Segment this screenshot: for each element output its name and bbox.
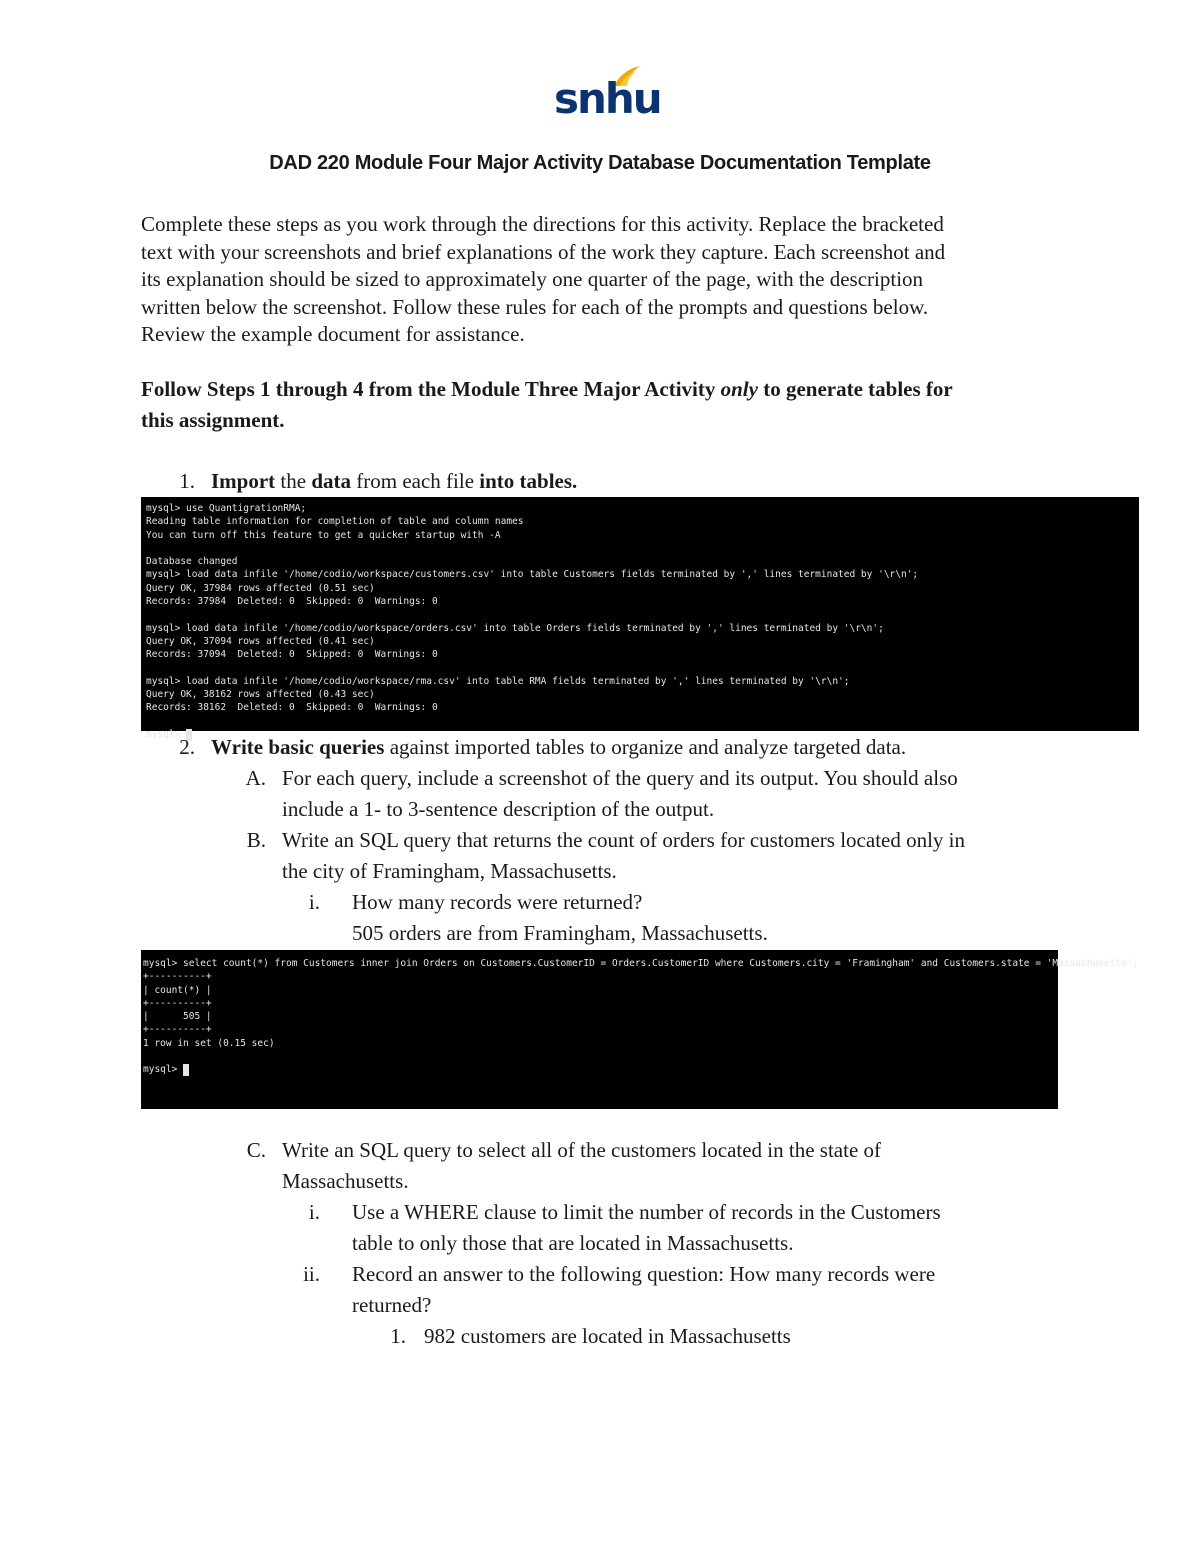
follow-text: this assignment. — [141, 408, 285, 432]
terminal-line: Query OK, 37984 rows affected (0.51 sec) — [146, 582, 375, 594]
item-b-text: Write an SQL query that returns the count of orders for customers located only in — [282, 828, 966, 852]
terminal-screenshot-count-query — [141, 950, 1139, 1109]
answer-number: 1. — [390, 1324, 406, 1348]
snhu-logo — [554, 64, 661, 124]
terminal-line — [146, 715, 1134, 728]
item-c-text: Write an SQL query to select all of the customers located in the state of — [282, 1138, 882, 1162]
step-text: Write basic queries — [211, 735, 385, 759]
subitem-label: i. — [308, 890, 320, 914]
subitem-text: Record an answer to the following question: How many records were — [352, 1262, 936, 1286]
terminal-line — [146, 608, 1134, 621]
terminal-screenshot-import — [141, 497, 1139, 741]
terminal-line: mysql> — [146, 729, 187, 741]
terminal-line: mysql> use QuantigrationRMA; — [146, 503, 307, 514]
intro-line: its explanation should be sized to approximately one quarter of the page, with the description — [141, 267, 924, 291]
step-text: from each file — [351, 469, 480, 493]
document-title: DAD 220 Module Four Major Activity Database Documentation Template — [269, 152, 931, 174]
subitem-text: Use a WHERE clause to limit the number of records in the Customers — [352, 1200, 941, 1224]
intro-line: text with your screenshots and brief explanations of the work they capture. Each screenshot and — [141, 239, 946, 264]
terminal-line: Query OK, 38162 rows affected (0.43 sec) — [146, 689, 375, 701]
logo-text: snhu — [554, 74, 661, 123]
terminal-line: mysql> load data infile '/home/codio/workspace/customers.csv' into table Customers fields terminated by ',' lines terminated by '\r\n'; — [146, 569, 919, 581]
terminal-line: +----------+ — [143, 1024, 212, 1036]
terminal-line: mysql> select count(*) from Customers inner join Orders on Customers.CustomerID = Orders.CustomerID where Customers.city = 'Framingham' and Customers.state = 'Massachusetts'; — [143, 958, 1139, 969]
terminal-line: Query OK, 37094 rows affected (0.41 sec) — [146, 635, 375, 647]
follow-emphasis: only — [720, 377, 758, 401]
terminal-line: mysql> load data infile '/home/codio/workspace/rma.csv' into table RMA fields terminated by ',' lines terminated by '\r\n'; — [146, 675, 850, 687]
answer-text: 982 customers are located in Massachusetts — [424, 1324, 791, 1348]
item-label: A. — [245, 766, 266, 790]
step-text: data — [311, 469, 352, 493]
terminal-line — [146, 662, 1134, 675]
step-number: 1. — [179, 469, 195, 493]
subitem-answer: 505 orders are from Framingham, Massachusetts. — [352, 921, 768, 945]
step-number: 2. — [179, 735, 195, 759]
follow-instructions — [141, 374, 1071, 436]
terminal-line: mysql> — [143, 1064, 184, 1076]
intro-line: Complete these steps as you work through the directions for this activity. Replace the bracketed — [141, 212, 944, 236]
intro-line: Review the example document for assistance. — [141, 322, 525, 346]
item-label: B. — [246, 828, 266, 852]
terminal-line: | count(*) | — [143, 984, 212, 996]
terminal-line: Records: 38162 Deleted: 0 Skipped: 0 Warnings: 0 — [146, 702, 438, 714]
subitem-label: ii. — [303, 1262, 320, 1286]
terminal-line: mysql> load data infile '/home/codio/workspace/orders.csv' into table Orders fields terminated by ',' lines terminated by '\r\n'; — [146, 622, 884, 634]
terminal-line: Records: 37984 Deleted: 0 Skipped: 0 Warnings: 0 — [146, 596, 438, 608]
terminal-line — [146, 542, 1134, 555]
subitem-text: table to only those that are located in Massachusetts. — [352, 1231, 794, 1255]
step-1-heading — [211, 466, 577, 497]
step-2-heading — [211, 732, 906, 763]
terminal-line: 1 row in set (0.15 sec) — [143, 1037, 275, 1049]
intro-paragraph — [141, 211, 1061, 349]
step-text: the — [275, 469, 312, 493]
subitem-label: i. — [308, 1200, 320, 1224]
subitem-text: returned? — [352, 1293, 432, 1317]
terminal-line: +----------+ — [143, 997, 212, 1009]
step-text: Import — [211, 469, 276, 493]
follow-text: to generate tables for — [757, 377, 953, 401]
terminal-line: You can turn off this feature to get a quicker startup with -A — [146, 529, 501, 541]
intro-line: written below the screenshot. Follow these rules for each of the prompts and questions below. — [141, 294, 929, 319]
terminal-prompt — [143, 1062, 1056, 1075]
terminal-line: | 505 | — [143, 1011, 212, 1023]
item-a-text: include a 1- to 3-sentence description of the output. — [282, 797, 715, 821]
step-text: into tables. — [479, 469, 578, 493]
terminal-line — [143, 1049, 1056, 1062]
follow-text: Follow Steps 1 through 4 from the Module Three Major Activity — [141, 377, 721, 401]
item-a-text: For each query, include a screenshot of the query and its output. You should also — [282, 766, 958, 790]
item-b-text: the city of Framingham, Massachusetts. — [282, 859, 617, 883]
subitem-question: How many records were returned? — [352, 890, 643, 914]
terminal-line: Records: 37094 Deleted: 0 Skipped: 0 Warnings: 0 — [146, 649, 438, 661]
terminal-line: Database changed — [146, 556, 238, 568]
terminal-line: +----------+ — [143, 971, 212, 983]
item-label: C. — [246, 1138, 266, 1162]
step-text: against imported tables to organize and analyze targeted data. — [384, 735, 907, 759]
cursor — [183, 1064, 189, 1076]
terminal-line: Reading table information for completion of table and column names — [146, 516, 524, 528]
item-c-text: Massachusetts. — [282, 1169, 409, 1193]
